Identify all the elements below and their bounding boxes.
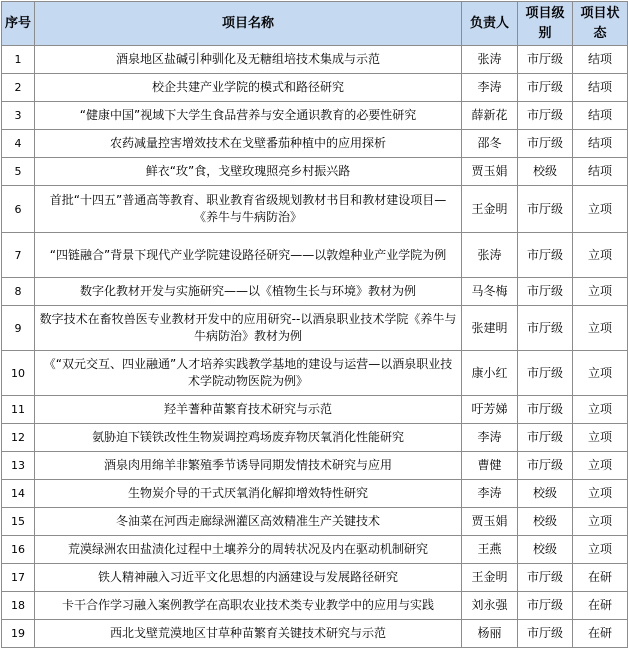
project-name: 数字技术在畜牧兽医专业教材开发中的应用研究--以酒泉职业技术学院《养牛与牛病防治》教材为例 — [35, 306, 462, 351]
project-table — [1, 1, 628, 648]
project-level: 市厅级 — [518, 74, 573, 102]
table-row — [2, 306, 628, 351]
row-number: 1 — [2, 46, 35, 74]
project-owner: 王金明 — [462, 186, 518, 233]
project-owner: 康小红 — [462, 351, 518, 396]
project-owner: 张建明 — [462, 306, 518, 351]
row-number: 3 — [2, 102, 35, 130]
project-status: 立项 — [573, 508, 628, 536]
project-owner: 贾玉娟 — [462, 508, 518, 536]
project-name: 西北戈壁荒漠地区甘草种苗繁育关键技术研究与示范 — [35, 620, 462, 648]
project-level: 校级 — [518, 158, 573, 186]
project-name: 首批“十四五”普通高等教育、职业教育省级规划教材书目和教材建设项目—《养牛与牛病防治》 — [35, 186, 462, 233]
project-status: 立项 — [573, 186, 628, 233]
project-level: 校级 — [518, 508, 573, 536]
header-owner: 负责人 — [462, 2, 518, 46]
project-name: 校企共建产业学院的模式和路径研究 — [35, 74, 462, 102]
project-name: 《“双元交互、四业融通”人才培养实践教学基地的建设与运营—以酒泉职业技术学院动物医院为例》 — [35, 351, 462, 396]
project-level: 市厅级 — [518, 46, 573, 74]
project-name: 氨胁迫下镁铁改性生物炭调控鸡场废弃物厌氧消化性能研究 — [35, 424, 462, 452]
project-name: 冬油菜在河西走廊绿洲灌区高效精准生产关键技术 — [35, 508, 462, 536]
project-name: 铁人精神融入习近平文化思想的内涵建设与发展路径研究 — [35, 564, 462, 592]
table-row — [2, 452, 628, 480]
project-level: 市厅级 — [518, 130, 573, 158]
project-level: 市厅级 — [518, 452, 573, 480]
row-number: 6 — [2, 186, 35, 233]
project-status: 结项 — [573, 158, 628, 186]
project-name: 农药减量控害增效技术在戈壁番茄种植中的应用探析 — [35, 130, 462, 158]
header-level: 项目级别 — [518, 2, 573, 46]
row-number: 8 — [2, 278, 35, 306]
project-owner: 张涛 — [462, 46, 518, 74]
project-status: 立项 — [573, 424, 628, 452]
project-owner: 邵冬 — [462, 130, 518, 158]
project-owner: 薛新花 — [462, 102, 518, 130]
project-level: 市厅级 — [518, 620, 573, 648]
row-number: 13 — [2, 452, 35, 480]
table-row — [2, 46, 628, 74]
row-number: 16 — [2, 536, 35, 564]
row-number: 11 — [2, 396, 35, 424]
project-owner: 马冬梅 — [462, 278, 518, 306]
project-level: 市厅级 — [518, 186, 573, 233]
table-row — [2, 480, 628, 508]
project-name: 生物炭介导的干式厌氧消化解抑增效特性研究 — [35, 480, 462, 508]
table-row — [2, 536, 628, 564]
project-level: 市厅级 — [518, 306, 573, 351]
project-status: 立项 — [573, 452, 628, 480]
project-owner: 李涛 — [462, 480, 518, 508]
project-status: 立项 — [573, 278, 628, 306]
row-number: 9 — [2, 306, 35, 351]
row-number: 10 — [2, 351, 35, 396]
project-status: 结项 — [573, 130, 628, 158]
project-owner: 李涛 — [462, 74, 518, 102]
project-owner: 王金明 — [462, 564, 518, 592]
project-owner: 刘永强 — [462, 592, 518, 620]
project-status: 结项 — [573, 46, 628, 74]
project-status: 结项 — [573, 74, 628, 102]
project-status: 立项 — [573, 396, 628, 424]
project-name: 酒泉肉用绵羊非繁殖季节诱导同期发情技术研究与应用 — [35, 452, 462, 480]
project-level: 市厅级 — [518, 424, 573, 452]
table-row — [2, 396, 628, 424]
row-number: 19 — [2, 620, 35, 648]
project-status: 结项 — [573, 102, 628, 130]
project-name: 酒泉地区盐碱引种驯化及无糖组培技术集成与示范 — [35, 46, 462, 74]
project-level: 市厅级 — [518, 102, 573, 130]
table-row — [2, 130, 628, 158]
row-number: 14 — [2, 480, 35, 508]
header-status: 项目状态 — [573, 2, 628, 46]
project-owner: 曹健 — [462, 452, 518, 480]
row-number: 12 — [2, 424, 35, 452]
table-row — [2, 592, 628, 620]
table-row — [2, 186, 628, 233]
row-number: 2 — [2, 74, 35, 102]
project-status: 立项 — [573, 233, 628, 278]
project-status: 立项 — [573, 306, 628, 351]
project-level: 校级 — [518, 480, 573, 508]
project-owner: 李涛 — [462, 424, 518, 452]
project-name: 荒漠绿洲农田盐渍化过程中土壤养分的周转状况及内在驱动机制研究 — [35, 536, 462, 564]
table-row — [2, 351, 628, 396]
project-owner: 王燕 — [462, 536, 518, 564]
header-name: 项目名称 — [35, 2, 462, 46]
project-name: 数字化教材开发与实施研究——以《植物生长与环境》教材为例 — [35, 278, 462, 306]
table-row — [2, 74, 628, 102]
table-row — [2, 233, 628, 278]
table-row — [2, 564, 628, 592]
table-row — [2, 620, 628, 648]
project-name: “四链融合”背景下现代产业学院建设路径研究——以敦煌种业产业学院为例 — [35, 233, 462, 278]
table-row — [2, 158, 628, 186]
row-number: 18 — [2, 592, 35, 620]
project-owner: 吁芳娣 — [462, 396, 518, 424]
row-number: 5 — [2, 158, 35, 186]
project-name: 羟羊蓍种苗繁育技术研究与示范 — [35, 396, 462, 424]
row-number: 7 — [2, 233, 35, 278]
project-status: 在研 — [573, 620, 628, 648]
project-level: 校级 — [518, 536, 573, 564]
table-row — [2, 102, 628, 130]
project-level: 市厅级 — [518, 278, 573, 306]
table-row — [2, 424, 628, 452]
header-index: 序号 — [2, 2, 35, 46]
project-name: “健康中国”视域下大学生食品营养与安全通识教育的必要性研究 — [35, 102, 462, 130]
project-status: 立项 — [573, 480, 628, 508]
project-level: 市厅级 — [518, 564, 573, 592]
row-number: 15 — [2, 508, 35, 536]
table-row — [2, 278, 628, 306]
project-level: 市厅级 — [518, 396, 573, 424]
table-row — [2, 508, 628, 536]
project-owner: 张涛 — [462, 233, 518, 278]
project-name: 鲜衣“玫”食，戈壁玫瑰照亮乡村振兴路 — [35, 158, 462, 186]
header-row — [2, 2, 628, 46]
project-name: 卡干合作学习融入案例教学在高职农业技术类专业教学中的应用与实践 — [35, 592, 462, 620]
project-status: 立项 — [573, 351, 628, 396]
project-owner: 杨丽 — [462, 620, 518, 648]
project-status: 在研 — [573, 564, 628, 592]
row-number: 4 — [2, 130, 35, 158]
project-level: 市厅级 — [518, 592, 573, 620]
project-level: 市厅级 — [518, 233, 573, 278]
row-number: 17 — [2, 564, 35, 592]
project-status: 立项 — [573, 536, 628, 564]
project-level: 市厅级 — [518, 351, 573, 396]
project-owner: 贾玉娟 — [462, 158, 518, 186]
project-status: 在研 — [573, 592, 628, 620]
